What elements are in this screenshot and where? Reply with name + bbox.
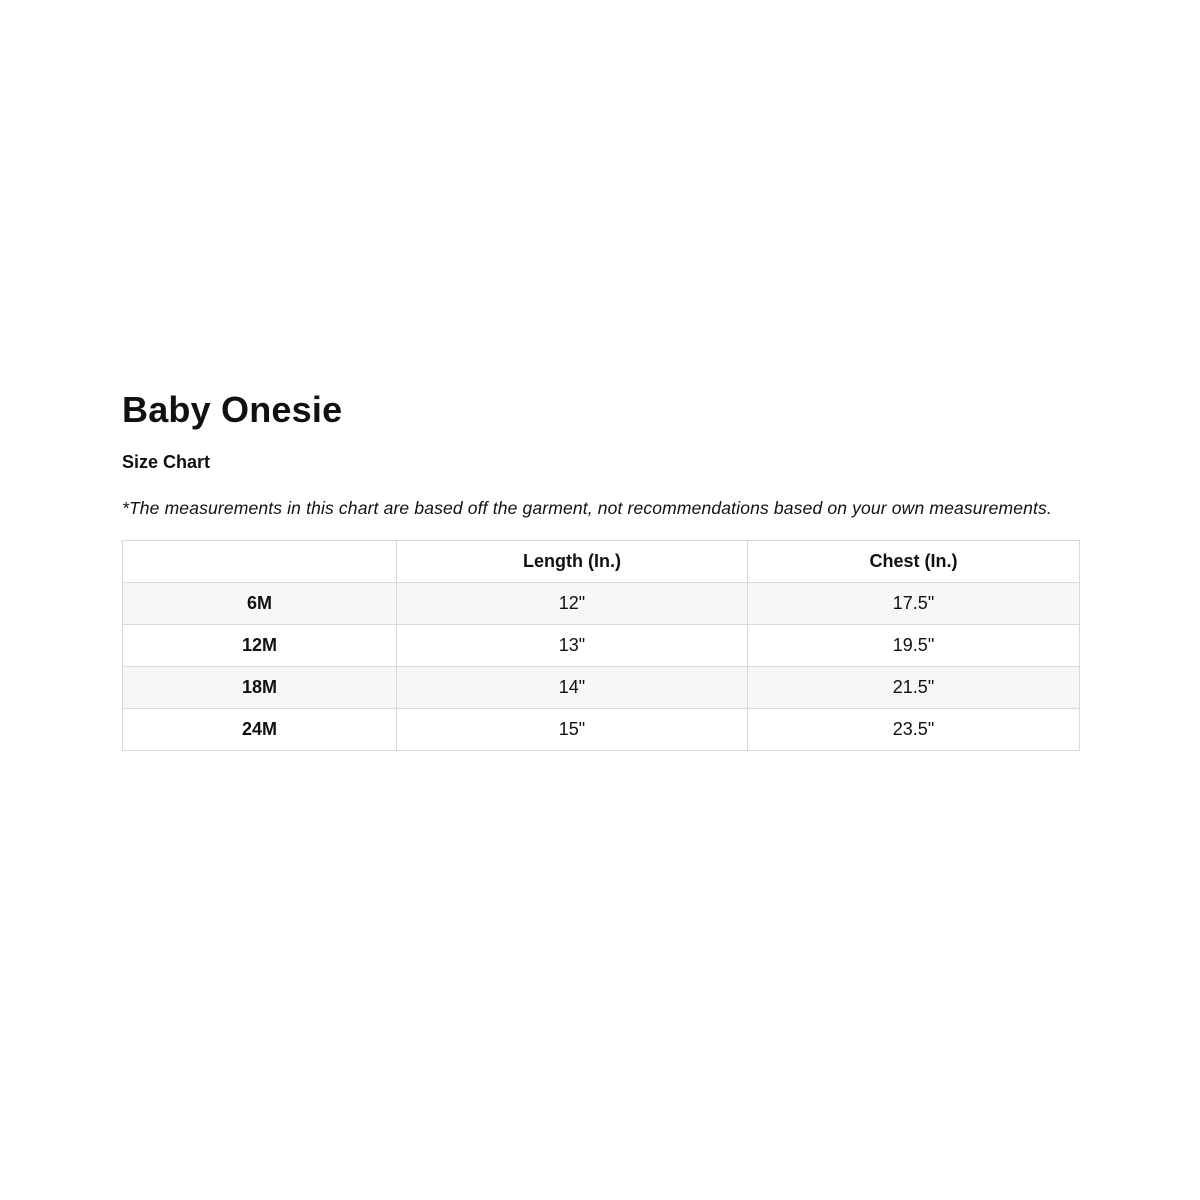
page-title: Baby Onesie (122, 389, 343, 430)
size-table (122, 540, 1080, 751)
chest-cell: 17.5" (748, 583, 1080, 625)
size-cell: 6M (123, 583, 397, 625)
size-cell: 12M (123, 625, 397, 667)
size-chart-section (122, 386, 1079, 751)
length-cell: 14" (397, 667, 748, 709)
table-row (123, 583, 1080, 625)
table-row (123, 667, 1080, 709)
length-cell: 12" (397, 583, 748, 625)
section-subtitle: Size Chart (122, 452, 211, 472)
measurement-note: *The measurements in this chart are based off the garment, not recommendations based on your own measurements. (122, 498, 1052, 518)
table-row (123, 709, 1080, 751)
length-cell: 13" (397, 625, 748, 667)
table-header-row (123, 541, 1080, 583)
header-length: Length (In.) (397, 541, 748, 583)
table-body (123, 583, 1080, 751)
table-header (123, 541, 1080, 583)
size-cell: 18M (123, 667, 397, 709)
chest-cell: 21.5" (748, 667, 1080, 709)
size-cell: 24M (123, 709, 397, 751)
table-row (123, 625, 1080, 667)
header-chest: Chest (In.) (748, 541, 1080, 583)
length-cell: 15" (397, 709, 748, 751)
chest-cell: 19.5" (748, 625, 1080, 667)
header-size (123, 541, 397, 583)
chest-cell: 23.5" (748, 709, 1080, 751)
